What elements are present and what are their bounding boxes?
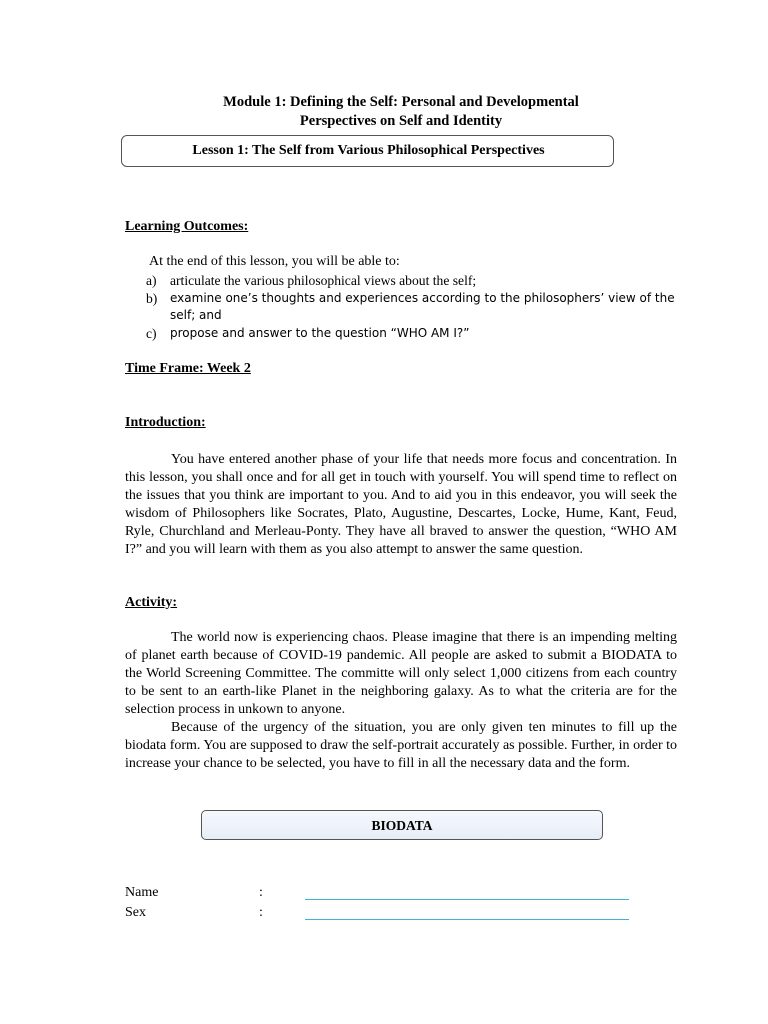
activity-text-1: The world now is experiencing chaos. Please imagine that there is an impending melting of planet earth because of COVID-19 pandemic. All people are asked to submit a BIODATA to the World Screening Committee. The committe will only select 1,000 citizens from each country to be sent to an earth-like Planet in the neighboring galaxy. As to what the criteria are for the selection process in unkown to anyone. <box>125 630 677 717</box>
learning-outcomes-heading: Learning Outcomes: <box>125 219 249 234</box>
form-row-sex <box>125 905 635 925</box>
module-title-line-1: Module 1: Defining the Self: Personal and Developmental <box>223 94 579 110</box>
time-frame-heading: Time Frame: Week 2 <box>125 361 251 376</box>
name-label: Name <box>125 885 159 900</box>
biodata-title-box <box>201 810 603 840</box>
name-field-line[interactable] <box>305 899 629 900</box>
learning-outcomes-intro: At the end of this lesson, you will be able to: <box>149 254 400 269</box>
activity-text-2: Because of the urgency of the situation, you are only given ten minutes to fill up the biodata form. You are supposed to draw the self-portrait accurately as possible. Further, in order to increase your chance to be selected, you have to fill in all the necessary data and the form. <box>125 720 677 771</box>
form-row-name <box>125 885 635 905</box>
list-item-marker: a) <box>146 273 157 288</box>
list-item-text: examine one’s thoughts and experiences according to the philosophers’ view of the self; and <box>170 290 675 322</box>
name-colon: : <box>259 885 263 900</box>
list-item <box>146 272 676 290</box>
biodata-title: BIODATA <box>371 818 433 833</box>
activity-paragraph-2 <box>125 719 677 773</box>
sex-field-line[interactable] <box>305 919 629 920</box>
list-item-marker: c) <box>146 325 157 341</box>
lesson-title: Lesson 1: The Self from Various Philosophical Perspectives <box>192 143 545 158</box>
introduction-text: You have entered another phase of your life that needs more focus and concentration. In this lesson, you shall once and for all get in touch with yourself. You will spend time to reflect on the issues that you think are important to you. And to aid you in this endeavor, you will seek the wisdom of Philosophers like Socrates, Plato, Augustine, Descartes, Locke, Hume, Kant, Feud, Ryle, Churchland and Merleau-Ponty. They have all braved to answer the question, “WHO AM I?” and you will learn with them as you also attempt to answer the same question. <box>125 452 677 557</box>
lesson-title-box <box>121 135 614 167</box>
list-item-text: propose and answer to the question “WHO AM I?” <box>170 325 470 340</box>
introduction-heading: Introduction: <box>125 415 206 430</box>
learning-outcomes-list <box>146 272 676 342</box>
module-title <box>125 93 677 131</box>
list-item <box>146 290 676 325</box>
list-item <box>146 325 676 343</box>
module-title-line-2: Perspectives on Self and Identity <box>299 113 503 129</box>
activity-heading: Activity: <box>125 595 178 610</box>
list-item-text: articulate the various philosophical views about the self; <box>170 273 477 288</box>
introduction-paragraph <box>125 451 677 559</box>
sex-label: Sex <box>125 905 146 920</box>
sex-colon: : <box>259 905 263 920</box>
list-item-marker: b) <box>146 290 158 306</box>
activity-paragraph-1 <box>125 629 677 719</box>
